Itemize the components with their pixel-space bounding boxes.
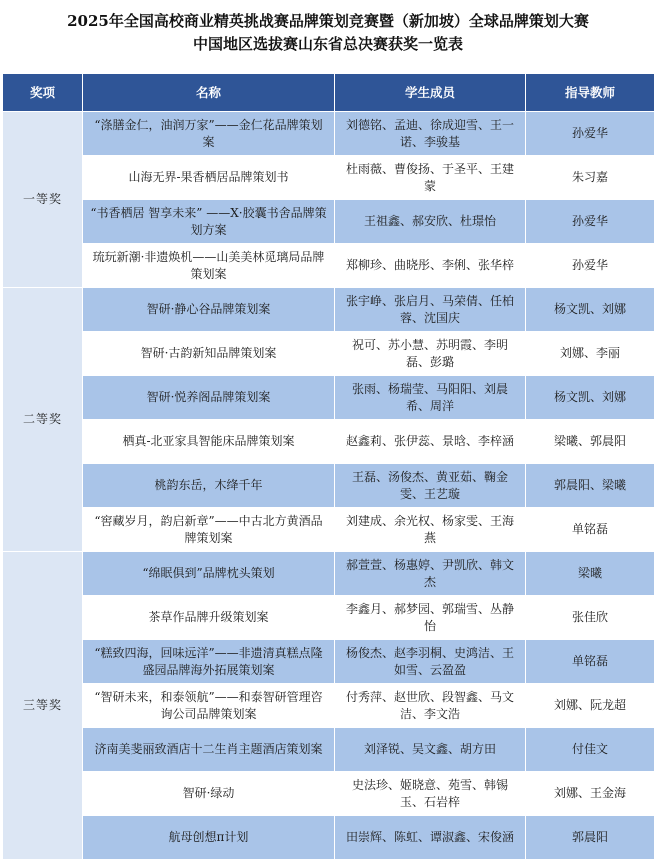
entry-name: “糕致四海，回味远洋”——非遗清真糕点隆盛园品牌海外拓展策划案 [83, 640, 335, 684]
entry-name: 茶草作品牌升级策划案 [83, 596, 335, 640]
entry-name: 智研·古韵新知品牌策划案 [83, 332, 335, 376]
table-row [3, 640, 655, 684]
table-row [3, 552, 655, 596]
entry-advisor: 单铭磊 [526, 640, 655, 684]
entry-members: 郑柳珍、曲晓彤、李俐、张华梓 [335, 244, 526, 288]
entry-advisor: 郭晨阳、梁曦 [526, 464, 655, 508]
table-row [3, 288, 655, 332]
entry-members: 史法珍、姬晓意、苑雪、韩锡玉、石岩梓 [335, 772, 526, 816]
entry-advisor: 孙爱华 [526, 244, 655, 288]
table-row [3, 596, 655, 640]
table-row [3, 420, 655, 464]
table-row [3, 332, 655, 376]
entry-name: “绵眠俱到”品牌枕头策划 [83, 552, 335, 596]
entry-members: 杨俊杰、赵李羽桐、史鸿洁、王如雪、云盈盈 [335, 640, 526, 684]
table-row [3, 376, 655, 420]
title-line-1: 2025年全国高校商业精英挑战赛品牌策划竞赛暨（新加坡）全球品牌策划大赛 [67, 12, 589, 30]
entry-members: 赵鑫莉、张伊蕊、景晗、李梓涵 [335, 420, 526, 464]
entry-name: 山海无界-果香栖居品牌策划书 [83, 156, 335, 200]
award-level-second: 二等奖 [3, 288, 83, 552]
entry-members: 祝可、苏小慧、苏明霞、李明磊、彭璐 [335, 332, 526, 376]
entry-name: 智研·绿动 [83, 772, 335, 816]
table-row [3, 200, 655, 244]
entry-members: 王磊、汤俊杰、黄亚茹、鞠金雯、王艺璇 [335, 464, 526, 508]
entry-advisor: 朱习嘉 [526, 156, 655, 200]
entry-members: 田崇辉、陈虹、谭淑鑫、宋俊涵 [335, 816, 526, 860]
entry-members: 刘建成、余光权、杨家雯、王海燕 [335, 508, 526, 552]
entry-advisor: 孙爱华 [526, 112, 655, 156]
table-header-row [3, 74, 655, 112]
table-row [3, 728, 655, 772]
entry-members: 刘泽锐、吴文鑫、胡方田 [335, 728, 526, 772]
entry-advisor: 郭晨阳 [526, 816, 655, 860]
table-row [3, 464, 655, 508]
entry-advisor: 付佳文 [526, 728, 655, 772]
entry-advisor: 杨文凯、刘娜 [526, 376, 655, 420]
page-title [0, 0, 656, 62]
table-row [3, 816, 655, 860]
entry-name: 航母创想π计划 [83, 816, 335, 860]
entry-name: “窖藏岁月，韵启新章”——中古北方黄酒品牌策划案 [83, 508, 335, 552]
entry-advisor: 孙爱华 [526, 200, 655, 244]
entry-members: 张雨、杨瑞莹、马阳阳、刘晨希、周洋 [335, 376, 526, 420]
entry-members: 李鑫月、郝梦园、郭瑞雪、丛静怡 [335, 596, 526, 640]
header-advisor: 指导教师 [526, 74, 655, 112]
awards-table [2, 73, 655, 860]
header-name: 名称 [83, 74, 335, 112]
entry-advisor: 梁曦 [526, 552, 655, 596]
entry-name: 智研·静心谷品牌策划案 [83, 288, 335, 332]
award-level-first: 一等奖 [3, 112, 83, 288]
entry-advisor: 刘娜、李丽 [526, 332, 655, 376]
entry-name: “涤膳金仁，油润万家”——金仁花品牌策划案 [83, 112, 335, 156]
table-row [3, 112, 655, 156]
entry-advisor: 刘娜、阮龙超 [526, 684, 655, 728]
header-members: 学生成员 [335, 74, 526, 112]
entry-name: “书香栖居 智享未来” ——X·胶囊书舍品牌策划方案 [83, 200, 335, 244]
table-row [3, 684, 655, 728]
header-award: 奖项 [3, 74, 83, 112]
entry-advisor: 单铭磊 [526, 508, 655, 552]
entry-members: 张宇峥、张启月、马荣倩、任柏蓉、沈国庆 [335, 288, 526, 332]
entry-advisor: 刘娜、王金海 [526, 772, 655, 816]
entry-name: 琉玩新潮·非遗焕机——山美美林觅璃局品牌策划案 [83, 244, 335, 288]
award-level-third: 三等奖 [3, 552, 83, 860]
table-row [3, 508, 655, 552]
entry-name: “智研未来，和泰领航”——和泰智研管理咨询公司品牌策划案 [83, 684, 335, 728]
entry-members: 王祖鑫、郝安欣、杜璟怡 [335, 200, 526, 244]
entry-members: 杜雨薇、曹俊扬、于圣平、王建蒙 [335, 156, 526, 200]
entry-name: 桃韵东岳，木绛千年 [83, 464, 335, 508]
table-row [3, 772, 655, 816]
entry-advisor: 张佳欣 [526, 596, 655, 640]
entry-advisor: 梁曦、郭晨阳 [526, 420, 655, 464]
entry-name: 济南美斐丽致酒店十二生肖主题酒店策划案 [83, 728, 335, 772]
entry-members: 付秀萍、赵世欣、段智鑫、马文洁、李文浩 [335, 684, 526, 728]
entry-members: 刘德铭、孟迪、徐成迎雪、王一诺、李骏基 [335, 112, 526, 156]
table-row [3, 156, 655, 200]
entry-members: 郝萱萱、杨惠婷、尹凯欣、韩文杰 [335, 552, 526, 596]
entry-name: 智研·悦养阁品牌策划案 [83, 376, 335, 420]
entry-advisor: 杨文凯、刘娜 [526, 288, 655, 332]
entry-name: 栖真-北亚家具智能床品牌策划案 [83, 420, 335, 464]
title-line-2: 中国地区选拔赛山东省总决赛获奖一览表 [192, 35, 463, 53]
table-row [3, 244, 655, 288]
